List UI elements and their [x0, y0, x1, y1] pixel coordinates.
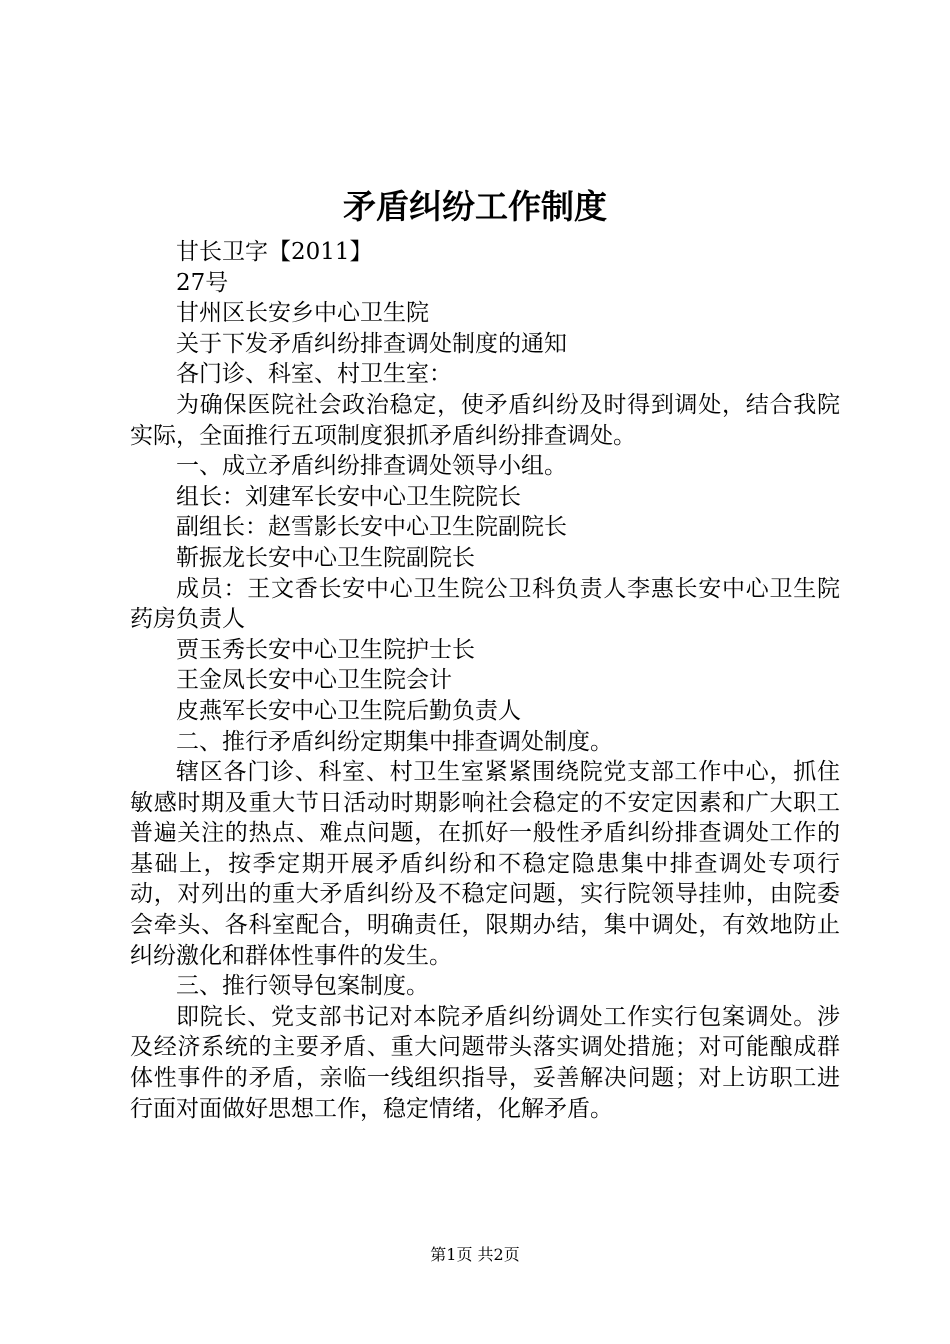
paragraph-member-wang: 王金凤长安中心卫生院会计 [176, 667, 452, 694]
document-body [130, 237, 840, 1124]
paragraph-addressee: 各门诊、科室、村卫生室： [176, 361, 452, 388]
paragraph-deputy-leader-2: 靳振龙长安中心卫生院副院长 [176, 544, 475, 571]
paragraph-deputy-leader: 副组长：赵雪影长安中心卫生院副院长 [176, 514, 567, 541]
paragraph-section-3-heading: 三、推行领导包案制度。 [176, 973, 429, 1000]
page-footer: 第1页 共2页 [430, 1245, 520, 1264]
paragraph-section-3-body: 即院长、党支部书记对本院矛盾纠纷调处工作实行包案调处。涉及经济系统的主要矛盾、重大问题带头落实调处措施；对可能酿成群体性事件的矛盾，亲临一线组织指导，妥善解决问题；对上访职工进行面对面做好思想工作，稳定情绪，化解矛盾。 [130, 1003, 840, 1122]
paragraph-doc-number-suffix: 27号 [176, 269, 229, 296]
paragraph-members: 成员：王文香长安中心卫生院公卫科负责人李惠长安中心卫生院药房负责人 [130, 575, 840, 633]
paragraph-issuer: 甘州区长安乡中心卫生院 [176, 300, 429, 327]
paragraph-intro: 为确保医院社会政治稳定，使矛盾纠纷及时得到调处，结合我院实际，全面推行五项制度狠抓矛盾纠纷排查调处。 [130, 391, 840, 449]
paragraph-member-jia: 贾玉秀长安中心卫生院护士长 [176, 636, 475, 663]
paragraph-section-2-heading: 二、推行矛盾纠纷定期集中排查调处制度。 [176, 728, 613, 755]
paragraph-notice-title: 关于下发矛盾纠纷排查调处制度的通知 [176, 330, 567, 357]
paragraph-doc-number: 甘长卫字【2011】 [176, 239, 373, 265]
paragraph-section-2-body: 辖区各门诊、科室、村卫生室紧紧围绕院党支部工作中心，抓住敏感时期及重大节日活动时期影响社会稳定的不安定因素和广大职工普遍关注的热点、难点问题，在抓好一般性矛盾纠纷排查调处工作的基础上，按季定期开展矛盾纠纷和不稳定隐患集中排查调处专项行动，对列出的重大矛盾纠纷及不稳定问题，实行院领导挂帅，由院委会牵头、各科室配合，明确责任，限期办结，集中调处，有效地防止纠纷激化和群体性事件的发生。 [130, 759, 840, 969]
paragraph-section-1-heading: 一、成立矛盾纠纷排查调处领导小组。 [176, 453, 567, 480]
paragraph-leader: 组长：刘建军长安中心卫生院院长 [176, 483, 521, 510]
paragraph-member-pi: 皮燕军长安中心卫生院后勤负责人 [176, 697, 521, 724]
document-title: 矛盾纠纷工作制度 [343, 187, 607, 226]
